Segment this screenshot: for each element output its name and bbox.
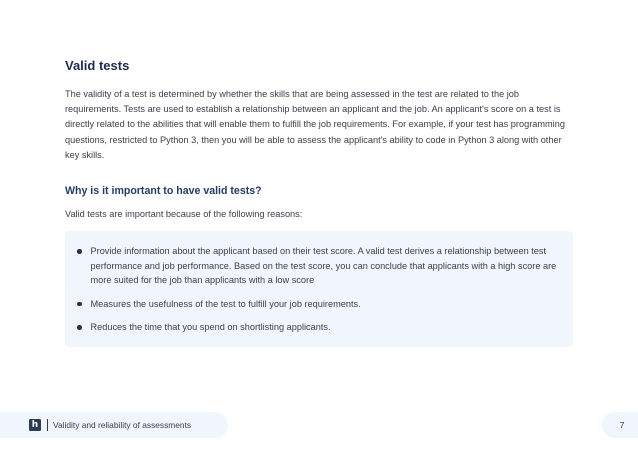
section-paragraph: The validity of a test is determined by whether the skills that are being assessed in the test are related to the job requirements. Tests are used to establish a relationship between an applicant and the job. An applicant's score on a test is directly related to the abilities that will enable them to fulfill the job requirements. For example, if your test has programming questions, restricted to Python 3, then you will be able to assess the applicant's ability to code in Python 3 along with other key skills. — [65, 89, 565, 160]
list-item — [77, 320, 559, 335]
bullet-dot-icon — [77, 249, 82, 254]
reasons-callout — [65, 231, 573, 347]
page-number-pill — [602, 412, 638, 438]
hackerearth-logo-icon: h — [29, 419, 41, 431]
list-item — [77, 297, 559, 312]
bullet-dot-icon — [77, 302, 82, 307]
page-number: 7 — [619, 420, 625, 430]
footer-divider — [47, 419, 48, 431]
section-title: Valid tests — [65, 58, 130, 73]
footer-label: Validity and reliability of assessments — [53, 420, 192, 430]
page-footer — [0, 412, 638, 438]
footer-label-pill — [0, 412, 228, 438]
list-item-text: Reduces the time that you spend on shortlisting applicants. — [90, 322, 331, 333]
list-item-text: Measures the usefulness of the test to fulfill your job requirements. — [90, 298, 361, 309]
importance-intro: Valid tests are important because of the following reasons: — [65, 209, 303, 220]
list-item — [77, 244, 559, 288]
importance-title: Why is it important to have valid tests? — [65, 185, 262, 198]
page-content — [65, 58, 575, 347]
list-item-text: Provide information about the applicant based on their test score. A valid test derives a relationship between test performance and job performance. Based on the test score, you can conclude that applicants with a high score are more suited for the job than applicants with a low score — [90, 246, 557, 286]
bullet-dot-icon — [77, 325, 82, 330]
